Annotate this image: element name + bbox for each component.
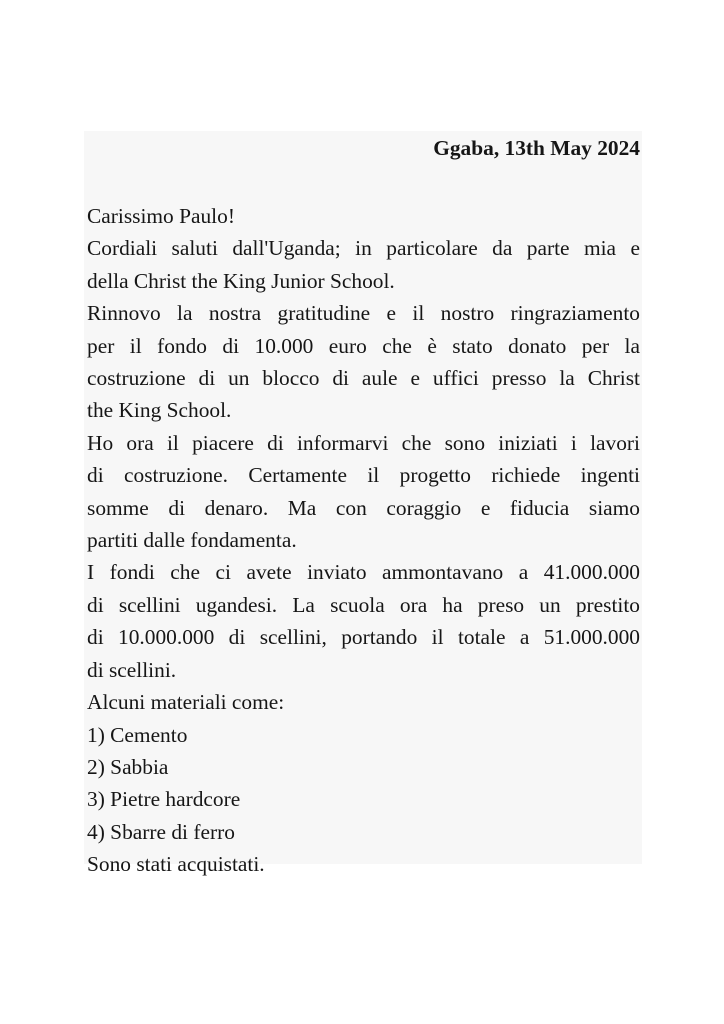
materials-list bbox=[87, 719, 640, 849]
list-item: 4) Sbarre di ferro bbox=[87, 819, 235, 844]
list-item: 3) Pietre hardcore bbox=[87, 787, 241, 812]
text-line: di scellini ugandesi. La scuola ora ha preso un prestito bbox=[87, 592, 640, 617]
text-line: di costruzione. Certamente il progetto richiede ingenti bbox=[87, 463, 640, 488]
text-line: Cordiali saluti dall'Uganda; in particolare da parte mia e bbox=[87, 236, 640, 261]
text-line: the King School. bbox=[87, 398, 232, 423]
text-line: I fondi che ci avete inviato ammontavano a 41.000.000 bbox=[87, 560, 640, 585]
materials-intro: Alcuni materiali come: bbox=[87, 690, 285, 715]
spacer bbox=[87, 164, 640, 200]
text-line: per il fondo di 10.000 euro che è stato donato per la bbox=[87, 333, 640, 358]
list-item: 1) Cemento bbox=[87, 722, 188, 747]
letter-body bbox=[84, 131, 642, 877]
paragraph-construction bbox=[87, 427, 640, 557]
text-line: della Christ the King Junior School. bbox=[87, 268, 395, 293]
text-line: Rinnovo la nostra gratitudine e il nostro ringraziamento bbox=[87, 301, 640, 326]
text-line: costruzione di un blocco di aule e uffici presso la Christ bbox=[87, 366, 640, 391]
text-line: di 10.000.000 di scellini, portando il totale a 51.000.000 bbox=[87, 625, 640, 650]
salutation: Carissimo Paulo! bbox=[87, 204, 235, 228]
letter-date: Ggaba, 13th May 2024 bbox=[433, 136, 640, 160]
paragraph-greetings bbox=[87, 232, 640, 297]
text-line: Ho ora il piacere di informarvi che sono iniziati i lavori bbox=[87, 430, 640, 455]
text-line: partiti dalle fondamenta. bbox=[87, 528, 297, 553]
paragraph-funds bbox=[87, 556, 640, 686]
list-item: 2) Sabbia bbox=[87, 754, 169, 779]
text-line: somme di denaro. Ma con coraggio e fiducia siamo bbox=[87, 495, 640, 520]
paragraph-gratitude bbox=[87, 297, 640, 427]
closing-line: Sono stati acquistati. bbox=[87, 852, 265, 877]
text-line: di scellini. bbox=[87, 657, 177, 682]
